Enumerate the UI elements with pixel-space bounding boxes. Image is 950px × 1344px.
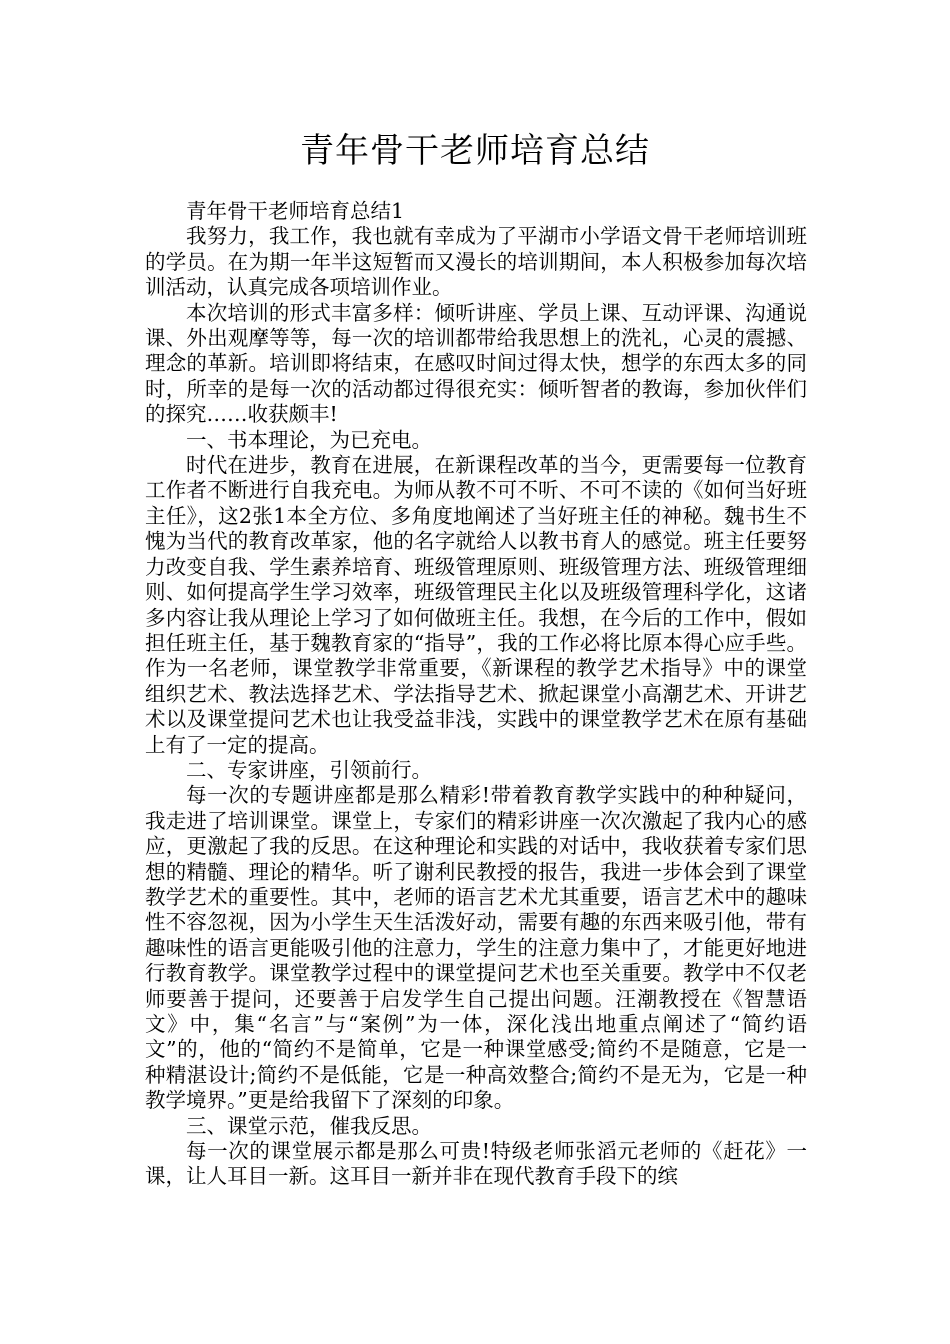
body-paragraph: 我努力，我工作，我也就有幸成为了平湖市小学语文骨干老师培训班的学员。在为期一年半这短暂而又漫长的培训期间，本人积极参加每次培训活动，认真完成各项培训作业。 — [145, 224, 807, 300]
document-body — [145, 199, 807, 1190]
subtitle-paragraph: 青年骨干老师培育总结1 — [186, 199, 405, 223]
section-heading: 三、课堂示范，催我反思。 — [186, 1113, 432, 1138]
body-paragraph: 本次培训的形式丰富多样：倾听讲座、学员上课、互动评课、沟通说课、外出观摩等等，每一次的培训都带给我思想上的洗礼，心灵的震撼、理念的革新。培训即将结束，在感叹时间过得太快，想学的东西太多的同时，所幸的是每一次的活动都过得很充实：倾听智者的教诲，参加伙伴们的探究……收获颇丰! — [145, 300, 807, 427]
document-title: 青年骨干老师培育总结 — [300, 131, 650, 171]
section-heading: 一、书本理论，为已充电。 — [186, 427, 432, 452]
body-paragraph: 每一次的专题讲座都是那么精彩!带着教育教学实践中的种种疑问，我走进了培训课堂。课堂上，专家们的精彩讲座一次次激起了我内心的感应，更激起了我的反思。在这种理论和实践的对话中，我收获着专家们思想的精髓、理论的精华。听了谢利民教授的报告，我进一步体会到了课堂教学艺术的重要性。其中，老师的语言艺术尤其重要，语言艺术中的趣味性不容忽视，因为小学生天生活泼好动，需要有趣的东西来吸引他，带有趣味性的语言更能吸引他的注意力，学生的注意力集中了，才能更好地进行教育教学。课堂教学过程中的课堂提问艺术也至关重要。教学中不仅老师要善于提问，还要善于启发学生自己提出问题。汪潮教授在《智慧语文》中，集“名言”与“案例”为一体，深化浅出地重点阐述了“简约语文”的，他的“简约不是简单，它是一种课堂感受;简约不是随意，它是一种精湛设计;简约不是低能，它是一种高效整合;简约不是无为，它是一种教学境界。”更是给我留下了深刻的印象。 — [145, 783, 807, 1113]
body-paragraph: 时代在进步，教育在进展，在新课程改革的当今，更需要每一位教育工作者不断进行自我充电。为师从教不可不听、不可不读的《如何当好班主任》，这2张1本全方位、多角度地阐述了当好班主任的神秘。魏书生不愧为当代的教育改革家，他的名字就给人以教书育人的感觉。班主任要努力改变自我、学生素养培育、班级管理原则、班级管理方法、班级管理细则、如何提高学生学习效率，班级管理民主化以及班级管理科学化，这诸多内容让我从理论上学习了如何做班主任。我想，在今后的工作中，假如担任班主任，基于魏教育家的“指导”，我的工作必将比原本得心应手些。作为一名老师，课堂教学非常重要，《新课程的教学艺术指导》中的课堂组织艺术、教法选择艺术、学法指导艺术、掀起课堂小高潮艺术、开讲艺术以及课堂提问艺术也让我受益非浅，实践中的课堂教学艺术在原有基础上有了一定的提高。 — [145, 453, 807, 757]
section-heading: 二、专家讲座，引领前行。 — [186, 757, 432, 782]
body-paragraph: 每一次的课堂展示都是那么可贵!特级老师张滔元老师的《赶花》一课，让人耳目一新。这耳目一新并非在现代教育手段下的缤 — [145, 1139, 807, 1189]
